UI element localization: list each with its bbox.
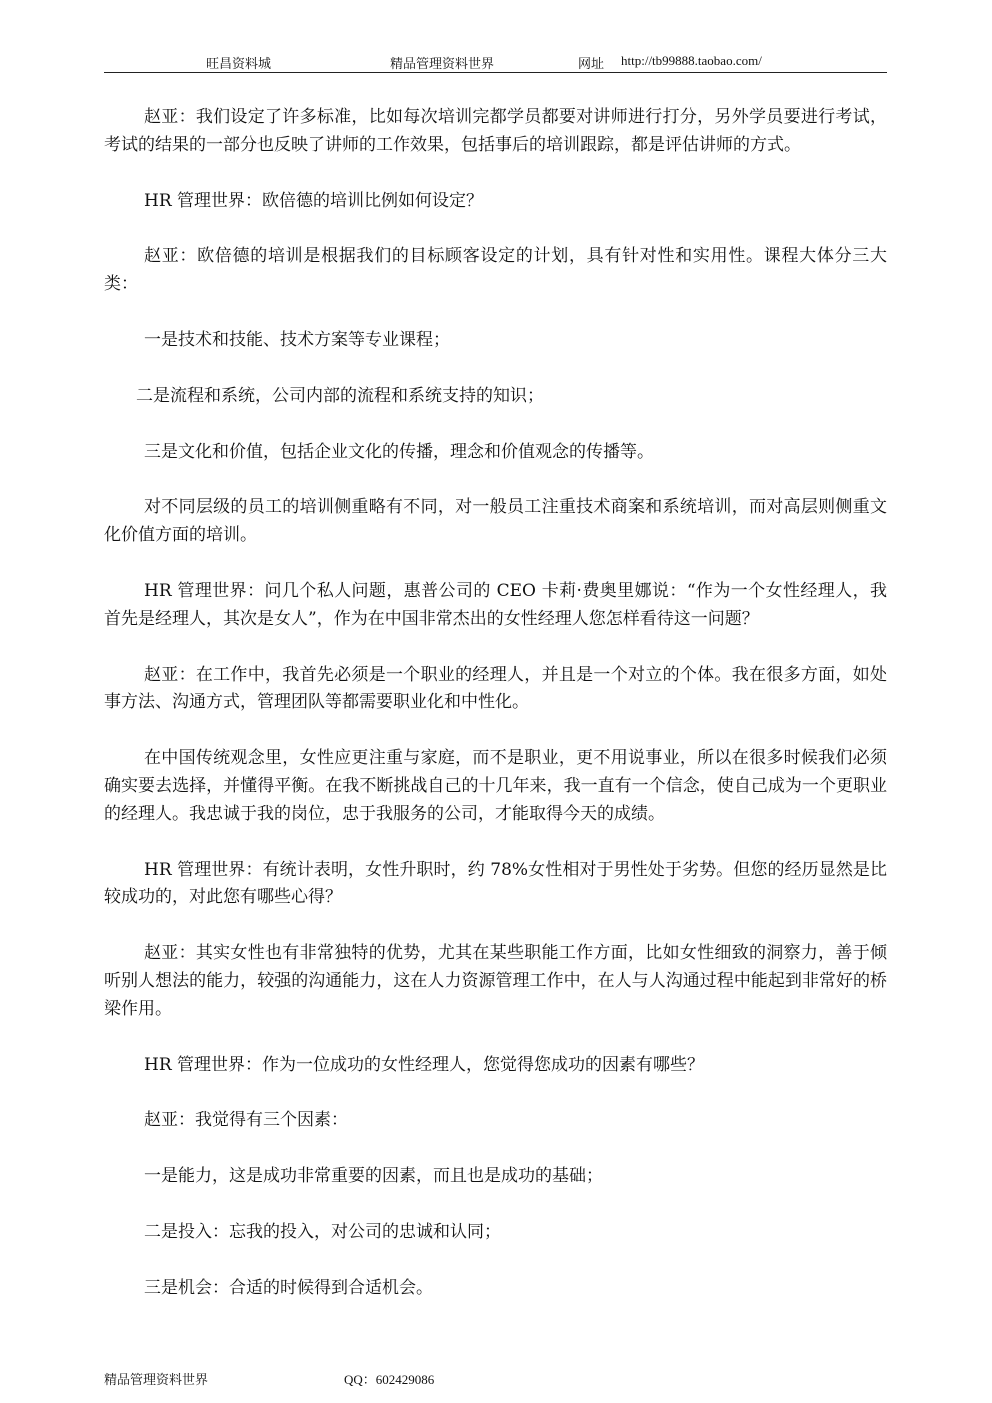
header-site-name: 精品管理资料世界 (390, 57, 495, 72)
header-url: http://tb99888.taobao.com/ (621, 53, 762, 68)
paragraph: 赵亚：在工作中，我首先必须是一个职业的经理人，并且是一个对立的个体。我在很多方面，如处事方法、沟通方式，管理团队等都需要职业化和中性化。 (104, 664, 887, 713)
paragraph: 三是机会：合适的时候得到合适机会。 (144, 1277, 433, 1298)
paragraph: 赵亚：其实女性也有非常独特的优势，尤其在某些职能工作方面，比如女性细致的洞察力，善于倾听别人想法的能力，较强的沟通能力，这在人力资源管理工作中，在人与人沟通过程中能起到非常好的桥梁作用。 (104, 943, 887, 1019)
paragraph: HR 管理世界：有统计表明，女性升职时，约 78%女性相对于男性处于劣势。但您的经历显然是比较成功的，对此您有哪些心得？ (104, 859, 887, 908)
paragraph: 一是技术和技能、技术方案等专业课程； (144, 329, 450, 350)
paragraph: 三是文化和价值，包括企业文化的传播，理念和价值观念的传播等。 (144, 441, 654, 462)
page-footer (104, 1369, 887, 1387)
paragraph: 二是投入：忘我的投入，对公司的忠诚和认同； (144, 1221, 501, 1242)
footer-site-name: 精品管理资料世界 (104, 1373, 209, 1388)
paragraph: HR 管理世界：作为一位成功的女性经理人，您觉得您成功的因素有哪些？ (144, 1054, 705, 1075)
document-body (104, 104, 887, 1331)
paragraph: 在中国传统观念里，女性应更注重与家庭，而不是职业，更不用说事业，所以在很多时候我们必须确实要去选择，并懂得平衡。在我不断挑战自己的十几年来，我一直有一个信念，使自己成为一个更职业的经理人。我忠诚于我的岗位，忠于我服务的公司，才能取得今天的成绩。 (104, 748, 887, 824)
paragraph: 一是能力，这是成功非常重要的因素，而且也是成功的基础； (144, 1166, 603, 1187)
page-header (104, 52, 887, 73)
paragraph: 赵亚：欧倍德的培训是根据我们的目标顾客设定的计划，具有针对性和实用性。课程大体分三大类： (104, 246, 887, 295)
paragraph: 对不同层级的员工的培训侧重略有不同，对一般员工注重技术商案和系统培训，而对高层则侧重文化价值方面的培训。 (104, 497, 887, 546)
paragraph: HR 管理世界：欧倍德的培训比例如何设定？ (144, 190, 484, 211)
footer-qq: QQ：602429086 (344, 1372, 435, 1387)
paragraph: 赵亚：我们设定了许多标准，比如每次培训完都学员都要对讲师进行打分，另外学员要进行考试，考试的结果的一部分也反映了讲师的工作效果，包括事后的培训跟踪，都是评估讲师的方式。 (104, 107, 887, 155)
paragraph: 赵亚：我觉得有三个因素： (144, 1110, 348, 1131)
paragraph: HR 管理世界：问几个私人问题，惠普公司的 CEO 卡莉·费奥里娜说：“作为一个女性经理人，我首先是经理人，其次是女人”，作为在中国非常杰出的女性经理人您怎样看待这一问题？ (104, 580, 887, 629)
header-shop-name: 旺昌资料城 (206, 57, 272, 72)
paragraph: 二是流程和系统，公司内部的流程和系统支持的知识； (136, 385, 544, 406)
header-url-label: 网址 (578, 57, 605, 72)
